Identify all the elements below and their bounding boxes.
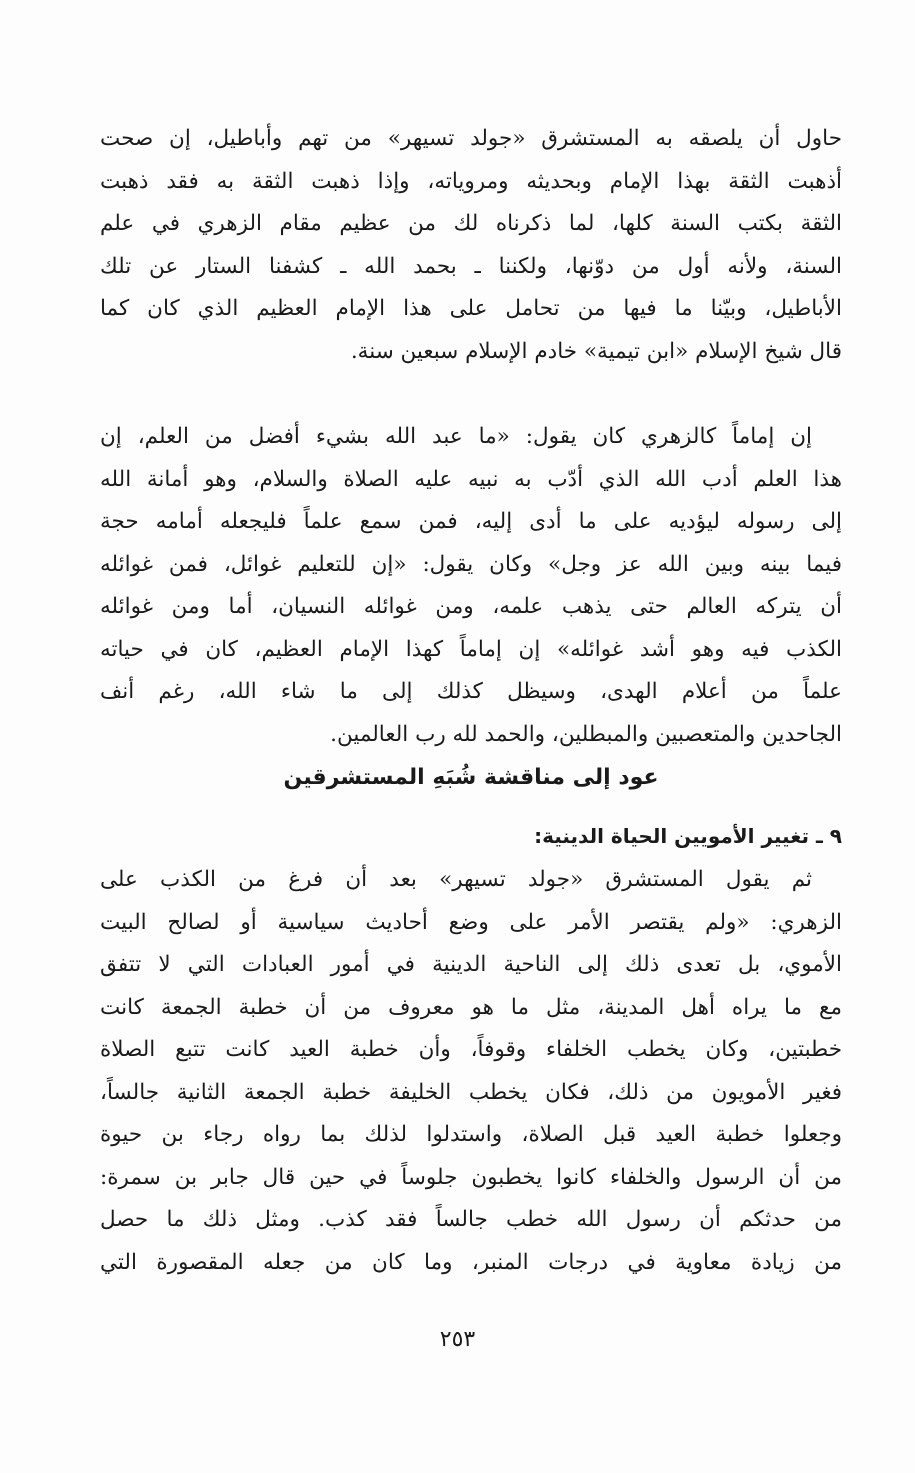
text-line: الأباطيل، وبيّنا ما فيها من تحامل على هذا الإمام العظيم الذي كان كما: [100, 296, 842, 321]
text-line: قال شيخ الإسلام «ابن تيمية» خادم الإسلام سبعين سنة.: [350, 338, 842, 364]
text-line: إلى رسوله ليؤديه على ما أدى إليه، فمن سمع علماً فليجعله أمامه حجة: [100, 509, 842, 534]
text-line: من زيادة معاوية في درجات المنبر، وما كان من جعله المقصورة التي: [100, 1249, 842, 1275]
text-line: السنة، ولأنه أول من دوّنها، ولكننا ـ بحمد الله ـ كشفنا الستار عن تلك: [100, 253, 842, 279]
text-line: من أن الرسول والخلفاء كانوا يخطبون جلوساً في حين قال جابر بن سمرة:: [100, 1164, 842, 1190]
subsection-heading: ٩ ـ تغيير الأمويين الحياة الدينية:: [534, 824, 842, 848]
text-line: وجعلوا خطبة العيد قبل الصلاة، واستدلوا لذلك بما رواه رجاء بن حيوة: [100, 1122, 842, 1147]
text-line: من حدثكم أن رسول الله خطب جالساً فقد كذب. ومثل ذلك ما حصل: [100, 1207, 842, 1232]
text-line: علماً من أعلام الهدى، وسيظل كذلك إلى ما شاء الله، رغم أنف: [100, 679, 842, 704]
text-line: أن يتركه العالم حتى يذهب علمه، ومن غوائله النسيان، أما ومن غوائله: [100, 594, 842, 619]
text-line: إن إماماً كالزهري كان يقول: «ما عبد الله بشيء أفضل من العلم، إن: [100, 424, 812, 449]
text-line: الثقة بكتب السنة كلها، لما ذكرناه لك من عظيم مقام الزهري في علم: [100, 211, 842, 236]
paragraph-3: [100, 859, 842, 1284]
text-line: الكذب فيه وهو أشد غوائله» إن إماماً كهذا الإمام العظيم، كان في حياته: [100, 636, 842, 662]
text-line: الزهري: «ولم يقتصر الأمر على وضع أحاديث سياسية أو لصالح البيت: [100, 909, 842, 935]
text-line: الأموي، بل تعدى ذلك إلى الناحية الدينية في أمور العبادات التي لا تتفق: [100, 952, 842, 977]
text-line: فيما بينه وبين الله عز وجل» وكان يقول: «إن للتعليم غوائل، فمن غوائله: [100, 551, 842, 577]
section-heading: عود إلى مناقشة شُبَهِ المستشرقين: [283, 765, 659, 790]
text-line: خطبتين، وكان يخطب الخلفاء وقوفاً، وأن خطبة العيد كانت تتبع الصلاة: [100, 1037, 842, 1062]
text-line: هذا العلم أدب الله الذي أدّب به نبيه عليه الصلاة والسلام، وهو أمانة الله: [100, 466, 842, 492]
text-line: ثم يقول المستشرق «جولد تسيهر» بعد أن فرغ من الكذب على: [100, 867, 812, 892]
text-line: الجاحدين والمتعصبين والمبطلين، والحمد لله رب العالمين.: [330, 721, 842, 747]
text-line: مع ما يراه أهل المدينة، مثل ما هو معروف من أن خطبة الجمعة كانت: [100, 994, 842, 1020]
paragraph-2: [100, 416, 842, 756]
text-line: فغير الأمويون من ذلك، فكان يخطب الخليفة خطبة الجمعة الثانية جالساً،: [100, 1079, 842, 1105]
paragraph-1: [100, 118, 842, 373]
text-line: حاول أن يلصقه به المستشرق «جولد تسيهر» من تهم وأباطيل، إن صحت: [100, 126, 842, 151]
text-line: أذهبت الثقة بهذا الإمام وبحديثه ومروياته، وإذا ذهبت الثقة به فقد ذهبت: [100, 168, 842, 194]
page-number: ٢٥٣: [439, 1327, 476, 1352]
